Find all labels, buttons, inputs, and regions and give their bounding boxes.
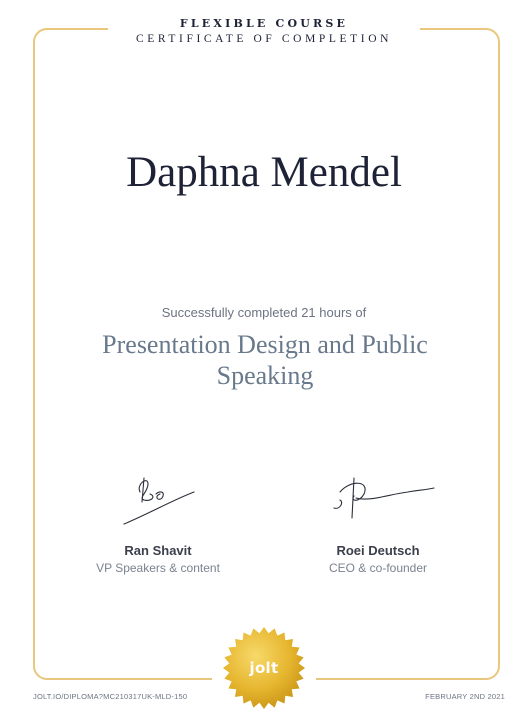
certificate-date: FEBRUARY 2ND 2021 (422, 692, 508, 701)
signer-name-left: Ran Shavit (124, 543, 192, 558)
course-type-heading: FLEXIBLE COURSE (179, 17, 349, 30)
diploma-id: JOLT.IO/DIPLOMA?MC210317UK-MLD-150 (30, 692, 190, 701)
recipient-name: Daphna Mendel (126, 149, 402, 196)
signer-title-left: VP Speakers & content (96, 561, 220, 575)
course-title: Presentation Design and Public Speaking (102, 330, 428, 390)
seal-brand-label: jolt (249, 659, 279, 677)
signer-name-right: Roei Deutsch (336, 543, 420, 558)
completion-statement: Successfully completed 21 hours of (161, 305, 367, 320)
signature-roei-deutsch (330, 472, 438, 524)
signature-ran-shavit (118, 470, 200, 530)
signer-title-right: CEO & co-founder (328, 561, 428, 575)
certificate-heading: CERTIFICATE OF COMPLETION (135, 33, 393, 45)
